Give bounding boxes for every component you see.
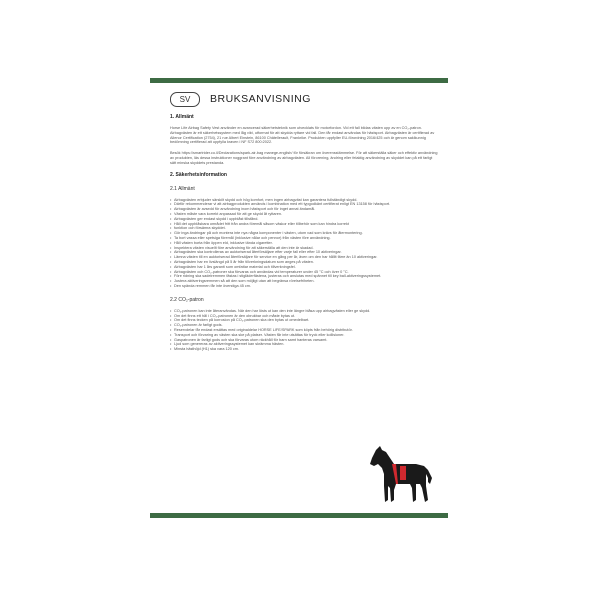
list-item: • Gaspatronen är farligt gods och ska förvaras utom räckhåll för barn samt hanteras varsamt. xyxy=(170,338,438,343)
list-item: • funktion och försämra skyddet. xyxy=(170,226,438,231)
list-item: • Airbagvästen ger endast skydd i uppblåst tillstånd. xyxy=(170,217,438,222)
list-item: • Airbagvästen ska kontrolleras av auktoriserad återförsäljare efter varje fall eller efter 10 aktiveringar. xyxy=(170,250,438,255)
document-page xyxy=(170,90,438,352)
list-item: • Därför rekommenderar vi att airbagprodukten används i kombination med ett typgodkänt certifierat enligt EN 13158 för hästsport. xyxy=(170,202,438,207)
list-item: • Airbagvästen har en livslängd på 5 år från tillverkningsdatum som anges på västen. xyxy=(170,260,438,265)
document-title: BRUKSANVISNING xyxy=(210,93,311,105)
list-item: • Airbagvästen erbjuder särskilt skydd och hög komfort, men ingen airbagväst kan garantera fullständigt skydd. xyxy=(170,198,438,203)
horse-silhouette-icon xyxy=(366,444,436,506)
list-item: • Västen måste vara korrekt anpassad för att ge skydd åt ryttaren. xyxy=(170,212,438,217)
list-item: • Reservdelar får endast ersättas med originaldelar HORSE LIFE/SPARK som köpts från behörig distributör. xyxy=(170,328,438,333)
top-accent-bar xyxy=(150,78,448,83)
list-item: • CO₂-patronen är farligt gods. xyxy=(170,323,438,328)
language-badge: SV xyxy=(170,92,200,107)
bottom-accent-bar xyxy=(150,513,448,518)
list-item: • Den spända remmen får inte överstiga 45 cm. xyxy=(170,284,438,289)
section-2-heading: 2. Säkerhetsinformation xyxy=(170,171,227,178)
list-item: • Airbagvästen är avsedd för användning inom hästsport och för inget annat ändamål. xyxy=(170,207,438,212)
list-item: • CO₂-patronen kan inte återanvändas. När den har lösts ut kan den inte längre blåsa upp airbagvästen eller ge skydd. xyxy=(170,309,438,314)
list-item: • Minsta hästhöjd (H1) ska vara 120 cm. xyxy=(170,347,438,352)
list-item: • Inspektera västen visuellt före användning för att säkerställa att den inte är skadad. xyxy=(170,246,438,251)
list-item: • Om det finns ett hål i CO₂-patronen är den obrukbar och måste bytas ut. xyxy=(170,314,438,319)
list-item: • Lämna västen till en auktoriserad återförsäljare för service en gång per år, även om den har hållit färre än 10 aktiveringar. xyxy=(170,255,438,260)
list-item: • Airbagvästen har 1 års garanti som omfattar material och tillverkningsfel. xyxy=(170,265,438,270)
list-item: • Håll det uppblåsbara området fritt från andra föremål såsom väskor eller tillbehör som kan hindra korrekt xyxy=(170,222,438,227)
section-1-paragraph-1: Horse Life Airbag Safety Vest använder en avancerad säkerhetsteknik som utvecklats för motorfordon. Vid ett fall bildas västen upp av en CO₂-patron. Airbagvästen är ett säkerhetssystem med låg vikt, utformat för att skydda ryttare vid fall. Den får endast användas för hästsport. Airbagvästen är certifierad av Allenor Certification (2754), 21 rue Albert Einstein, 86100 Châtellerault, Frankrike. Produkten uppfyller EU-förordning 2016/425 och är genom saklkunnig bedömning certifierad att uppfylla kraven i NF S72 800:2022. xyxy=(170,126,435,145)
list-item: • Airbagvästen och CO₂-patroner ska förvaras och användas vid temperaturer under 45 °C och över 0 °C. xyxy=(170,270,438,275)
list-item: • Ljud som genereras av aktiveringssystemet kan skrämma hästen. xyxy=(170,342,438,347)
section-2-2-list xyxy=(170,309,438,352)
list-item: • Transport och förvaring av västen ska ske på platser. Västen får inte utsättas för tryck eller kollisioner. xyxy=(170,333,438,338)
section-2-1-heading: 2.1 Allmänt xyxy=(170,185,195,192)
document-header xyxy=(170,90,438,108)
list-item: • Om det finns tecken på korrosion på CO₂-patronen ska den bytas ut omedelbart. xyxy=(170,318,438,323)
list-item: • Ta bort vassa eller spetsiga föremål (inklusive nålar och pennor) från västen före användning. xyxy=(170,236,438,241)
list-item: • Håll västen borta från öppen eld, inklusive tända cigaretter. xyxy=(170,241,438,246)
list-item: • Före ridning ska sadelremmen fästas i stigläderfästena, justeras och anslutas med spännet till key ball-aktiveringssystemet. xyxy=(170,274,438,279)
list-item: • Gör inga ändringar på och montera inte nya några komponenter i västen, utom vad som krävs för återmontering. xyxy=(170,231,438,236)
list-item: • Justera aktiveringsremmen så att den som möjligt utan att begränsa rörelsefriheten. xyxy=(170,279,438,284)
section-2-1-list xyxy=(170,198,438,289)
section-2-2-heading: 2.2 CO₂-patron xyxy=(170,296,204,303)
section-1-heading: 1. Allmänt xyxy=(170,114,194,120)
section-1-paragraph-2: Besök https://smartrider.co.il/Declarations/spark-air-bag manege-english/ för försäkran om överensstämmelse. För att säkerställa säker och effektiv användning av produkten, läs dessa instruktioner noggrant före användning av airbagvästen. All förorening, ändring eller felaktig användning av skyddet kan på ett farligt sätt minska skyddets prestanda. xyxy=(170,151,438,165)
